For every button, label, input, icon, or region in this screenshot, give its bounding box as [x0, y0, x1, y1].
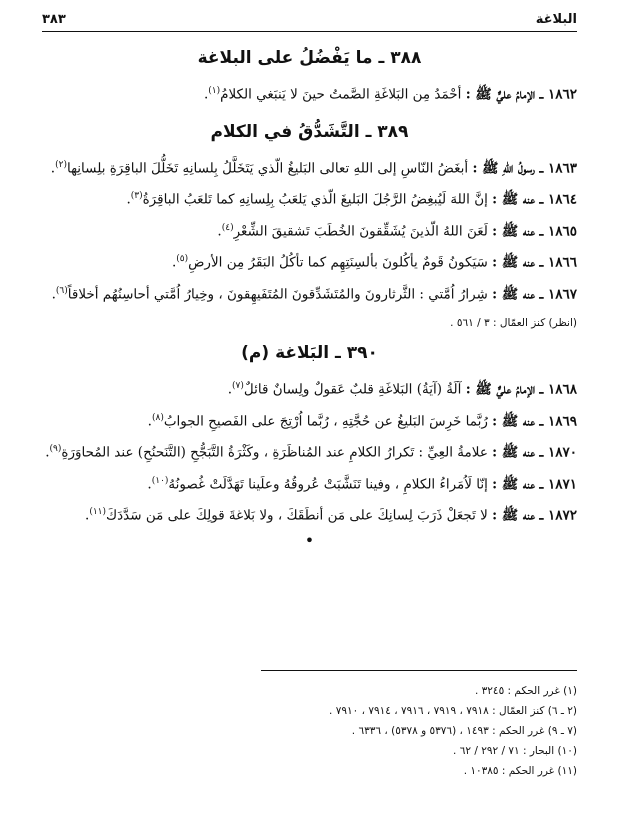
hadith-text: إنّا لَاُمَراءُ الكلامِ ، وفينا تَنَشَّبَتْ عُروقُهُ وعلَينا تَهَدَّلَتْ غُصونُهُ: [168, 476, 488, 492]
hadith-text: لا تَجعَلْ ذَرَبَ لِسانِكَ على مَن أنطَقَكَ ، ولا بَلاغةَ قولِكَ على مَن سَدَّدَكَ: [106, 507, 488, 524]
running-header: [42, 10, 577, 32]
footnote-ref: (٤): [221, 222, 234, 233]
footnote-ref: (٧): [232, 381, 244, 391]
footnote-ref: (١١): [89, 507, 107, 517]
hadith-text: سَيَكونُ قَومٌ يأكُلونَ بألسِنَتِهِم كما تأكُلُ البَقَرُ مِن الأرضِ: [188, 254, 488, 271]
hadith-number: ١٨٦٦ ـ: [539, 254, 577, 271]
hadith-speaker: رسولُ اللهِ ﷺ :: [472, 160, 536, 176]
hadith-end: .: [147, 413, 152, 429]
hadith-1872: [42, 499, 577, 529]
hadith-text: أحْمَدُ مِن البَلاغَةِ الصَّمتُ حينَ لا يَنبَغي الكلامُ: [220, 86, 462, 103]
hadith-text: علامةُ العِيِّ : تَكرارُ الكلامِ عند المُناظَرَةِ ، وكَثْرَةُ التَّبَجُّحِ (التَّنَحنُحِ) عند المُحاوَرَةِ: [61, 444, 488, 461]
hadith-speaker: عنه ﷺ :: [492, 286, 536, 302]
footnote-ref: (٥): [176, 254, 189, 264]
hadith-1868: [42, 373, 577, 403]
hadith-end: .: [50, 160, 56, 176]
hadith-1865: [42, 215, 577, 245]
hadith-speaker: عنه ﷺ :: [492, 413, 536, 429]
footnote-ref: (٩): [49, 444, 62, 454]
hadith-number: ١٨٦٣ ـ: [539, 160, 577, 176]
hadith-end: .: [227, 381, 232, 398]
hadith-number: ١٨٦٩ ـ: [539, 413, 577, 429]
hadith-end: .: [85, 507, 90, 524]
hadith-1863: [42, 152, 577, 182]
hadith-1871: [42, 468, 577, 498]
hadith-text: آلَةُ (آيَةُ) البَلاغَةِ قلبٌ عَقولٌ ولِسانٌ قائلٌ: [243, 381, 462, 398]
hadith-end: .: [217, 223, 222, 239]
hadith-text: رُبَّما خَرِسَ البَليغُ عن حُجَّتِهِ ، رُبَّما اُرْتِجَ على الفَصيحِ الجوابُ: [163, 413, 488, 429]
section-end-dot: •: [304, 530, 315, 550]
footnote-2-6: (٢ ـ ٦) كنز العمّال : ٧٩١٨ ، ٧٩١٩ ، ٧٩١٦ ، ٧٩١٤ ، ٧٩١٠ .: [329, 705, 577, 717]
hadith-end: .: [51, 286, 56, 302]
hadith-number: ١٨٦٨ ـ: [539, 381, 577, 398]
hadith-number: ١٨٦٥ ـ: [539, 223, 577, 239]
hadith-number: ١٨٦٤ ـ: [539, 191, 577, 208]
footnote-1: (١) غرر الحكم : ٣٢٤٥ .: [474, 685, 577, 697]
footnote-rule: [261, 670, 577, 671]
hadith-number: ١٨٧١ ـ: [539, 476, 577, 492]
hadith-text: إنَّ اللهَ لَيُبغِضُ الرَّجُلَ البَليغَ الّذي يَلعَبُ بِلِسانِهِ كما تَلعَبُ الباقِرَةُ: [142, 191, 488, 208]
hadith-speaker: عنه ﷺ :: [492, 191, 536, 208]
hadith-1869: [42, 405, 577, 435]
hadith-end: .: [147, 476, 152, 492]
hadith-end: .: [45, 444, 50, 461]
hadith-1864: [42, 183, 577, 213]
footnote-10: (١٠) البحار : ٧١ / ٢٩٢ / ٦٢ .: [453, 745, 577, 757]
hadith-number: ١٨٧٢ ـ: [539, 507, 577, 524]
hadith-speaker: عنه ﷺ :: [492, 223, 536, 239]
hadith-speaker: عنه ﷺ :: [492, 476, 536, 492]
footnote-ref: (٦): [55, 285, 68, 296]
hadith-1862: [42, 78, 577, 108]
hadith-1867: [42, 278, 577, 308]
hadith-number: ١٨٧٠ ـ: [539, 444, 577, 461]
hadith-speaker: عنه ﷺ :: [492, 444, 536, 461]
footnotes: [42, 670, 577, 781]
hadith-1870: [42, 436, 577, 466]
section-title-390: ٣٩٠ ـ البَلاغة (م): [241, 343, 378, 363]
hadith-speaker: الإمامُ عليٌّ ﷺ :: [465, 86, 536, 103]
hadith-number: ١٨٦٢ ـ: [539, 86, 577, 103]
footnote-ref: (٣): [130, 191, 143, 201]
footnote-ref: (١): [208, 86, 221, 96]
hadith-text: لَعَنَ اللهُ الّذينَ يُشَقِّقونَ الخُطَبَ تَشقيقَ الشِّعْرِ: [233, 223, 488, 239]
hadith-speaker: عنه ﷺ :: [492, 254, 536, 271]
hadith-number: ١٨٦٧ ـ: [539, 286, 577, 302]
hadith-end: .: [203, 86, 209, 103]
hadith-end: .: [171, 254, 177, 271]
hadith-speaker: الإمامُ عليٌّ ﷺ :: [465, 381, 536, 398]
footnote-ref: (١٠): [151, 475, 169, 486]
section-title-388: ٣٨٨ ـ ما يَفْضُلُ على البلاغة: [197, 48, 422, 68]
hadith-end: .: [126, 191, 131, 208]
page-number: ٣٨٣: [42, 12, 66, 27]
running-header-title: البلاغة: [535, 12, 577, 27]
footnote-7-9: (٧ ـ ٩) غرر الحكم : ١٤٩٣ ، (٥٣٧٦ و ٥٣٧٨) ، ٦٣٣٦ .: [351, 725, 577, 737]
footnote-ref: (٢): [55, 159, 67, 170]
hadith-1866: [42, 246, 577, 276]
section-title-389: ٣٨٩ ـ التَّشَدُّقُ في الكلام: [210, 121, 409, 142]
hadith-text: شِرارُ اُمَّتي : الثَّرثارونَ والمُتَشَدِّقونَ المُتَفَيهِقونَ ، وخِيارُ اُمَّتي أحاسِنُهُم أخلاقاً: [67, 286, 488, 302]
hadith-text: أبغَضُ النّاسِ إلى اللهِ تعالى البَليغُ الّذي يَتَخَلَّلُ بِلسانِهِ تَخَلُّلَ الباقِرَةِ بلِسانِها: [66, 160, 469, 176]
footnote-ref: (٨): [151, 412, 164, 423]
cross-reference-note: (انظر) كنز العمّال : ٣ / ٥٦١ .: [450, 317, 577, 329]
footnote-11: (١١) غرر الحكم : ١٠٣٨٥ .: [463, 765, 577, 777]
hadith-speaker: عنه ﷺ :: [492, 507, 536, 524]
